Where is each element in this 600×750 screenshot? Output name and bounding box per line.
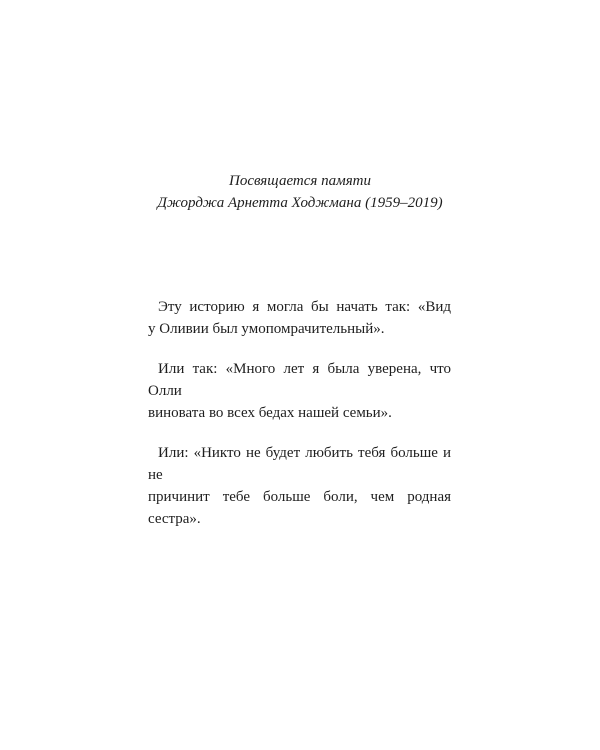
paragraph-1-line-2: у Оливии был умопомрачительный». <box>148 321 385 337</box>
epigraph-text <box>148 296 451 548</box>
dedication <box>0 170 600 214</box>
paragraph-3-line-1: Или: «Никто не будет любить тебя больше и не <box>148 445 451 483</box>
dedication-line-1: Посвящается памяти <box>228 173 372 189</box>
paragraph-1 <box>148 296 451 340</box>
dedication-line-2: Джорджа Арнетта Ходжмана (1959–2019) <box>157 195 443 211</box>
paragraph-3-line-2: причинит тебе больше боли, чем родная сестра». <box>148 489 451 527</box>
paragraph-3 <box>148 442 451 530</box>
paragraph-2 <box>148 358 451 424</box>
paragraph-2-line-1: Или так: «Много лет я была уверена, что Олли <box>148 361 451 399</box>
paragraph-1-line-1: Эту историю я могла бы начать так: «Вид <box>158 299 451 315</box>
paragraph-2-line-2: виновата во всех бедах нашей семьи». <box>148 405 392 421</box>
